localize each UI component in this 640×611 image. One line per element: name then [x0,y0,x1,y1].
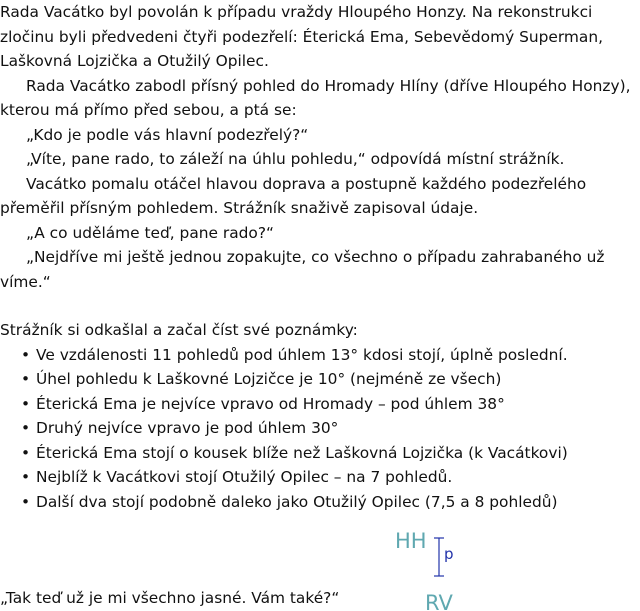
diagram-label-rv: RV [425,591,453,611]
paragraph-gap [0,294,640,318]
story-paragraph-question: „Kdo je podle vás hlavní podezřelý?“ [26,125,309,144]
position-diagram [388,524,488,611]
list-item: • Éterická Ema stojí o kousek blíže než Laškovná Lojzička (k Vacátkovi) [0,441,640,466]
list-item: • Ve vzdálenosti 11 pohledů pod úhlem 13° kdosi stojí, úplně poslední. [0,343,640,368]
story-paragraph-stare: Rada Vacátko zabodl přísný pohled do Hromady Hlíny (dříve Hloupého Honzy), kterou má přímo před sebou, a ptá se: [0,76,631,119]
list-item: • Druhý nejvíce vpravo je pod úhlem 30° [0,416,640,441]
position-diagram-svg [388,524,488,611]
list-item: • Éterická Ema je nejvíce vpravo od Hromady – pod úhlem 38° [0,392,640,417]
diagram-label-hh: HH [395,529,427,553]
story-paragraph-repeat: „Nejdříve mi ještě jednou zopakujte, co všechno o případu zahrabaného už víme.“ [0,248,605,291]
story-paragraph-what-now: „A co uděláme teď, pane rado?“ [26,223,274,242]
closing-line: „Tak teď už je mi všechno jasné. Vám také?“ [0,589,340,607]
story-paragraph-turning: Vacátko pomalu otáčel hlavou doprava a postupně každého podezřelého přeměřil přísným pohledem. Strážník snaživě zapisoval údaje. [0,174,587,217]
list-item: • Další dva stojí podobně daleko jako Otužilý Opilec (7,5 a 8 pohledů) [0,490,640,515]
diagram-label-p: p [444,545,454,563]
notes-list [0,343,640,515]
notes-intro: Strážník si odkašlal a začal číst své poznámky: [0,321,358,339]
story-paragraph-intro: Rada Vacátko byl povolán k případu vraždy Hloupého Honzy. Na rekonstrukci zločinu byli předvedeni čtyři podezřelí: Éterická Ema, Sebevědomý Superman, Laškovná Lojzička a Otužilý Opilec. [0,3,603,70]
list-item: • Nejblíž k Vacátkovi stojí Otužilý Opilec – na 7 pohledů. [0,465,640,490]
list-item: • Úhel pohledu k Laškovné Lojzičce je 10° (nejméně ze všech) [0,367,640,392]
story-paragraph-answer: „Víte, pane rado, to záleží na úhlu pohledu,“ odpovídá místní strážník. [26,150,565,168]
